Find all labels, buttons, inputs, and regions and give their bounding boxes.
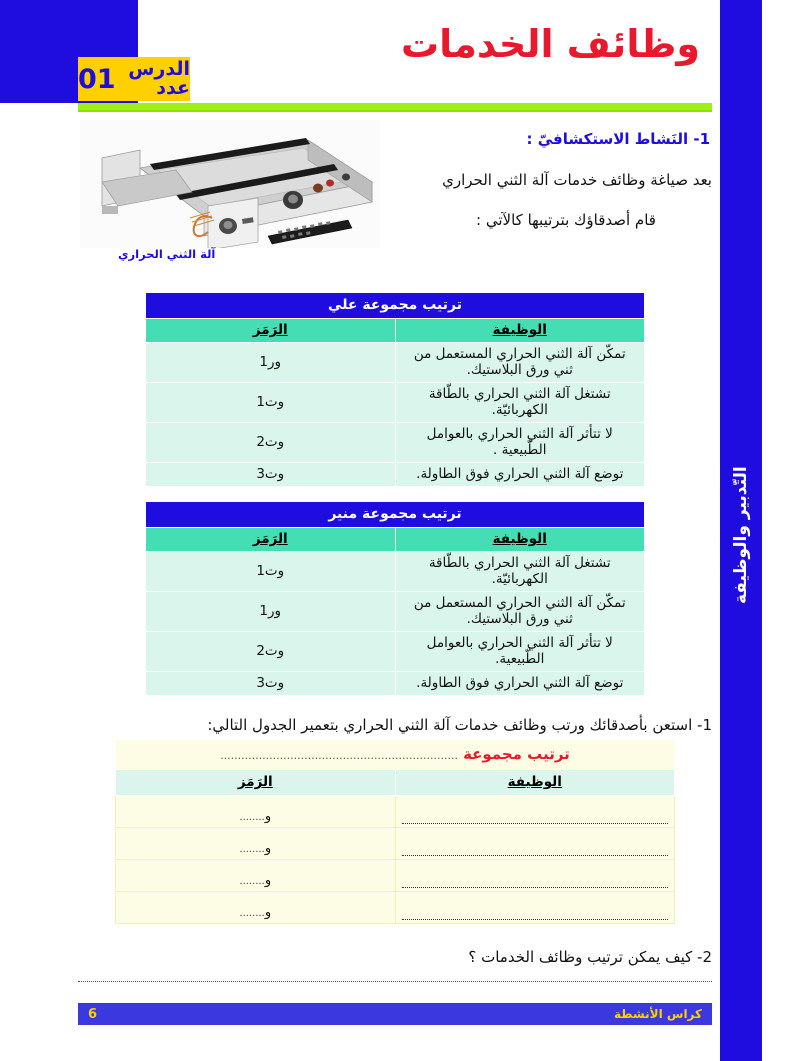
table-mounir-head-function: الوظيفة: [395, 528, 645, 552]
code-stub-3: [239, 905, 271, 920]
blank-function-input-1[interactable]: [395, 828, 675, 860]
intro-line-1: بعد صياغة وظائف خدمات آلة الثني الحراري: [442, 171, 712, 189]
lesson-label: الدرس عدد: [128, 58, 190, 99]
blank-head-function: الوظيفة: [395, 770, 675, 796]
code-stub-2: [239, 873, 271, 888]
dotted-line: [402, 918, 669, 920]
code-prefix-1: و: [264, 841, 272, 856]
table-mounir-code-1: ور1: [146, 592, 396, 632]
table-title-row: [146, 502, 645, 528]
blank-function-input-0[interactable]: [395, 796, 675, 828]
table-header-row: [146, 319, 645, 343]
footer-title: كراس الأنشطة: [613, 1007, 702, 1021]
table-ali-head-code: الرَمَز: [146, 319, 396, 343]
blank-function-input-2[interactable]: [395, 860, 675, 892]
code-dots-0: ........: [239, 812, 265, 823]
table-mounir-title: ترتيب مجموعة منير: [146, 502, 645, 528]
table-row: [146, 592, 645, 632]
table-row[interactable]: [116, 828, 675, 860]
table-ali-function-1: تشتغل آلة الثني الحراري بالطّاقة الكهربائيّة.: [395, 383, 645, 423]
table-mounir-function-1: تمكّن آلة الثني الحراري المستعمل من ثني ورق البلاستيك.: [395, 592, 645, 632]
page-title: وظائف الخدمات: [400, 22, 700, 66]
table-mounir-function-2: لا تتأثر آلة الثني الحراري بالعوامل الطّبيعية.: [395, 632, 645, 672]
content-area: [78, 118, 712, 982]
intro-block: [78, 118, 712, 278]
exercise-question-1: 1- استعن بأصدقائك ورتب وظائف خدمات آلة الثني الحراري بتعمير الجدول التالي:: [207, 716, 712, 734]
answer-dotted-line[interactable]: [78, 980, 712, 982]
table-row: [146, 552, 645, 592]
activity-heading: 1- النَشاط الاستكشافيّ :: [526, 130, 710, 148]
code-stub-0: [239, 809, 271, 824]
table-ali-function-0: تمكّن آلة الثني الحراري المستعمل من ثني ورق البلاستيك.: [395, 343, 645, 383]
table-ali-code-0: ور1: [146, 343, 396, 383]
blank-head-code: الرَمَز: [116, 770, 396, 796]
table-header-row: [146, 528, 645, 552]
dotted-line: [402, 886, 669, 888]
table-ali-title: ترتيب مجموعة علي: [146, 293, 645, 319]
blank-table-title: ترتيب مجموعة: [463, 745, 570, 763]
exercise-question-2: 2- كيف يمكن ترتيب وظائف الخدمات ؟: [468, 948, 712, 966]
thermal-machine-illustration: [80, 120, 380, 248]
blank-code-input-2[interactable]: [116, 860, 396, 892]
intro-text-block: [394, 118, 712, 233]
dotted-line: [402, 822, 669, 824]
blank-function-input-3[interactable]: [395, 892, 675, 924]
blank-table-title-row: [116, 740, 675, 770]
footer-bar: [78, 1003, 712, 1025]
table-row[interactable]: [116, 796, 675, 828]
table-mounir-code-2: وت2: [146, 632, 396, 672]
table-ali-head-function: الوظيفة: [395, 319, 645, 343]
table-mounir-function-0: تشتغل آلة الثني الحراري بالطّاقة الكهربائيّة.: [395, 552, 645, 592]
figure-thermal-machine: [80, 120, 380, 270]
header-green-rule: [78, 103, 712, 112]
table-ali-code-1: وت1: [146, 383, 396, 423]
blank-code-input-1[interactable]: [116, 828, 396, 860]
blank-code-input-0[interactable]: [116, 796, 396, 828]
machine-photo: [80, 120, 380, 248]
table-ali-wrapper: [78, 292, 712, 487]
table-row: [146, 463, 645, 487]
table-ali-code-3: وت3: [146, 463, 396, 487]
table-ali-code-2: وت2: [146, 423, 396, 463]
dotted-line: [402, 854, 669, 856]
table-mounir-code-3: وت3: [146, 672, 396, 696]
code-prefix-2: و: [264, 873, 272, 888]
lesson-number: 01: [78, 63, 116, 95]
code-dots-1: ........: [239, 844, 265, 855]
side-tab-label: التّدبير والوظيفة: [731, 466, 751, 604]
code-prefix-3: و: [264, 905, 272, 920]
table-mounir-wrapper: [78, 501, 712, 696]
blank-table-header-row: [116, 770, 675, 796]
table-title-row: [146, 293, 645, 319]
table-ali-function-3: توضع آلة الثني الحراري فوق الطاولة.: [395, 463, 645, 487]
code-dots-3: ........: [239, 908, 265, 919]
table-blank-answer[interactable]: [115, 740, 675, 924]
table-mounir-head-code: الرَمَز: [146, 528, 396, 552]
table-row[interactable]: [116, 892, 675, 924]
table-group-ali: [145, 292, 645, 487]
table-row: [146, 383, 645, 423]
lesson-number-box: [78, 57, 190, 101]
intro-line-2: قام أصدقاؤك بترتيبها كالآتي :: [476, 210, 656, 229]
code-dots-2: ........: [239, 876, 265, 887]
table-row: [146, 343, 645, 383]
table-row: [146, 632, 645, 672]
table-row: [146, 672, 645, 696]
blank-table-title-cell: [116, 740, 675, 770]
figure-caption: آلة الثني الحراري: [118, 247, 216, 261]
footer-page-number: 6: [88, 1006, 98, 1022]
table-ali-function-2: لا تتأثر آلة الثني الحراري بالعوامل الطّبيعية .: [395, 423, 645, 463]
table-row[interactable]: [116, 860, 675, 892]
table-mounir-function-3: توضع آلة الثني الحراري فوق الطاولة.: [395, 672, 645, 696]
code-prefix-0: و: [264, 809, 272, 824]
table-group-mounir: [145, 501, 645, 696]
table-mounir-code-0: وت1: [146, 552, 396, 592]
code-stub-1: [239, 841, 271, 856]
table-row: [146, 423, 645, 463]
blank-code-input-3[interactable]: [116, 892, 396, 924]
blank-table-title-dots: ....................................................................: [220, 749, 458, 762]
